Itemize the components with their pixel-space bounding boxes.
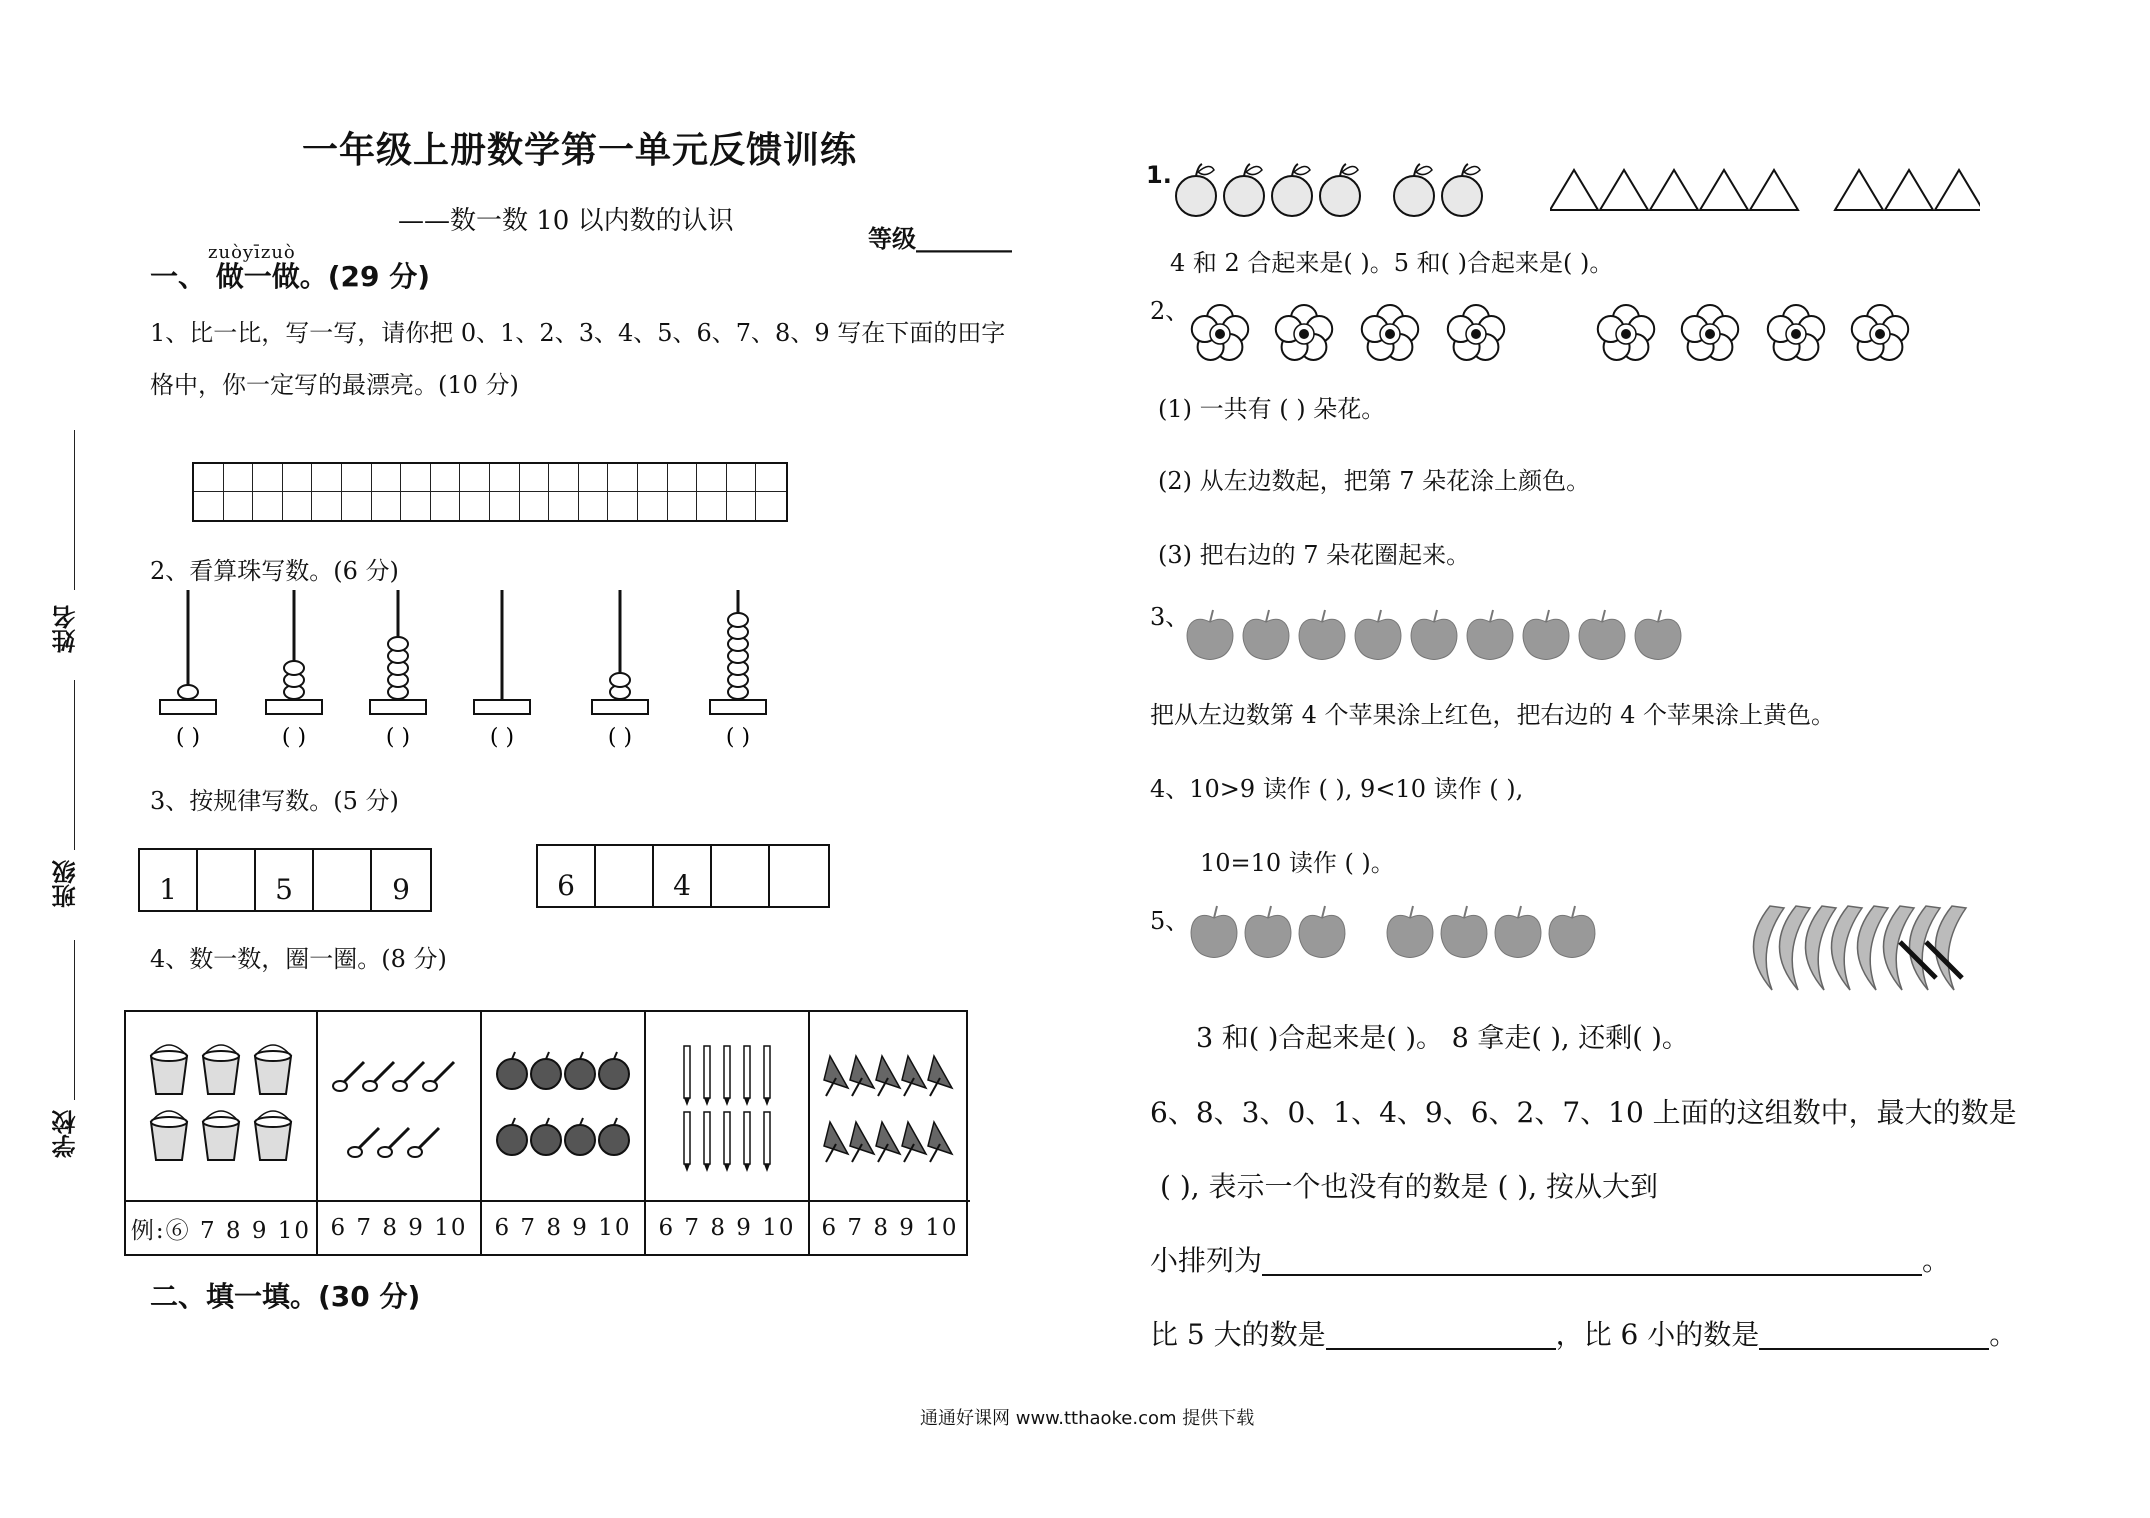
flower-icon	[1852, 305, 1908, 360]
count-choices[interactable]: 6 7 8 9 10	[482, 1200, 644, 1254]
grid-cell[interactable]	[224, 464, 254, 492]
greater-than-5-blank[interactable]	[1326, 1348, 1556, 1350]
r-q2-a: (1) 一共有 ( ) 朵花。	[1158, 395, 1386, 423]
abacus-answer-blank: ( )	[725, 725, 751, 750]
r-q5-number: 5、	[1150, 907, 1190, 935]
grid-cell[interactable]	[460, 464, 490, 492]
grid-cell[interactable]	[638, 492, 668, 520]
apple-icon	[1495, 906, 1541, 958]
grid-cell[interactable]	[342, 492, 372, 520]
grid-cell[interactable]	[194, 492, 224, 520]
triangle-shape	[1550, 170, 1598, 210]
apple-icon	[1441, 906, 1487, 958]
counting-column	[318, 1012, 482, 1254]
apple-icon	[1243, 610, 1289, 660]
name-label: 姓名	[52, 605, 80, 653]
apple-icon	[1299, 906, 1345, 958]
r-q6-line3: 小排列为 。	[1150, 1244, 1951, 1277]
counting-table	[124, 1010, 968, 1256]
pinyin-annotation: zuòyīzuò	[208, 242, 296, 263]
abacus-rod	[160, 590, 216, 750]
grid-cell[interactable]	[697, 492, 727, 520]
sequence-box: 6	[538, 846, 596, 906]
grid-cell[interactable]	[312, 492, 342, 520]
apple-icon	[482, 1012, 644, 1198]
triangle-shape	[1935, 170, 1980, 210]
grid-cell[interactable]	[668, 492, 698, 520]
grid-cell[interactable]	[520, 492, 550, 520]
r-q1-text: 4 和 2 合起来是( )。5 和( )合起来是( )。	[1170, 249, 1614, 277]
counting-column	[810, 1012, 970, 1254]
count-choices[interactable]: 例:⑥ 7 8 9 10	[126, 1200, 316, 1254]
writing-grid[interactable]	[192, 462, 788, 522]
apple-icon	[1224, 164, 1264, 216]
grid-cell[interactable]	[253, 492, 283, 520]
count-choices[interactable]: 6 7 8 9 10	[810, 1200, 970, 1254]
triangle-shape	[1885, 170, 1933, 210]
flower-icon	[1276, 305, 1332, 360]
flower-icon	[1362, 305, 1418, 360]
count-choices[interactable]: 6 7 8 9 10	[646, 1200, 808, 1254]
grid-cell[interactable]	[756, 464, 786, 492]
grid-cell[interactable]	[490, 464, 520, 492]
footer-credit: 通通好课网 www.tthaoke.com 提供下载	[920, 1408, 1255, 1429]
pencil-icon	[646, 1012, 808, 1198]
abacus-rod	[474, 590, 530, 750]
apple-icon	[1442, 164, 1482, 216]
sequence-box[interactable]	[198, 850, 256, 910]
r-q6-line2: ( ), 表示一个也没有的数是 ( ), 按从大到	[1160, 1170, 1658, 1203]
apple-icon	[1387, 906, 1433, 958]
sequence-box: 9	[392, 873, 410, 906]
apple-icon	[1187, 610, 1233, 660]
grid-cell[interactable]	[431, 464, 461, 492]
triangles-group	[1550, 166, 1980, 216]
apple-icon	[1320, 164, 1360, 216]
abacus-bead	[284, 661, 304, 675]
sequence-box[interactable]	[712, 846, 770, 906]
grid-cell[interactable]	[460, 492, 490, 520]
order-blank[interactable]	[1262, 1274, 1922, 1276]
grid-cell[interactable]	[608, 464, 638, 492]
abacus-answer-blank: ( )	[489, 725, 515, 750]
page-subtitle: ——数一数 10 以内数的认识	[398, 206, 734, 236]
r-q2-number: 2、	[1150, 297, 1190, 325]
triangle-shape	[1600, 170, 1648, 210]
q1-text-line1: 1、比一比，写一写，请你把 0、1、2、3、4、5、6、7、8、9 写在下面的田字	[150, 319, 1006, 347]
grid-cell[interactable]	[401, 464, 431, 492]
apple-icon	[1549, 906, 1595, 958]
bananas-group	[1740, 898, 2000, 998]
grid-cell[interactable]	[401, 492, 431, 520]
grid-cell[interactable]	[283, 464, 313, 492]
grid-cell[interactable]	[194, 464, 224, 492]
r-q7-line: 比 5 大的数是 ，比 6 小的数是 。	[1150, 1318, 2018, 1351]
count-choices[interactable]: 6 7 8 9 10	[318, 1200, 480, 1254]
bucket-icon	[126, 1012, 316, 1198]
counting-column	[126, 1012, 318, 1254]
q1-text-line2: 格中，你一定写的最漂亮。(10 分)	[150, 371, 519, 399]
grid-cell[interactable]	[727, 492, 757, 520]
grid-cell[interactable]	[520, 464, 550, 492]
abacus-bead	[610, 673, 630, 687]
apple-icon	[1635, 610, 1681, 660]
grid-cell[interactable]	[253, 464, 283, 492]
grid-cell[interactable]	[342, 464, 372, 492]
grid-cell[interactable]	[697, 464, 727, 492]
abacus-figure	[150, 588, 800, 758]
grid-cell[interactable]	[372, 492, 402, 520]
grid-cell[interactable]	[283, 492, 313, 520]
counting-column	[482, 1012, 646, 1254]
apple-icon	[1411, 610, 1457, 660]
apple-icon	[1272, 164, 1312, 216]
grid-cell[interactable]	[668, 464, 698, 492]
name-line	[74, 430, 75, 590]
q4-text: 4、数一数，圈一圈。(8 分)	[150, 945, 447, 973]
r-q2-b: (2) 从左边数起，把第 7 朵花涂上颜色。	[1158, 467, 1591, 495]
less-than-6-blank[interactable]	[1759, 1348, 1989, 1350]
apple-icon	[1245, 906, 1291, 958]
sequence-boxes-1[interactable]	[138, 848, 432, 912]
apples-group	[1174, 156, 1514, 222]
grid-cell[interactable]	[312, 464, 342, 492]
class-label: 班级	[52, 860, 80, 908]
abacus-bead	[178, 685, 198, 699]
grid-cell[interactable]	[224, 492, 254, 520]
grid-cell[interactable]	[372, 464, 402, 492]
q2-text: 2、看算珠写数。(6 分)	[150, 557, 399, 585]
grid-cell[interactable]	[608, 492, 638, 520]
class-line	[74, 680, 75, 850]
abacus-bead	[388, 637, 408, 651]
r-q5-text: 3 和( )合起来是( )。 8 拿走( ), 还剩( )。	[1196, 1023, 1689, 1054]
grid-cell[interactable]	[549, 492, 579, 520]
abacus-answer-blank: ( )	[607, 725, 633, 750]
page-title: 一年级上册数学第一单元反馈训练	[302, 130, 858, 171]
apple-icon	[1523, 610, 1569, 660]
r-q2-c: (3) 把右边的 7 朵花圈起来。	[1158, 541, 1471, 569]
abacus-bead	[728, 613, 748, 627]
sequence-boxes-2[interactable]	[536, 844, 830, 908]
grid-cell[interactable]	[431, 492, 461, 520]
r-q3-number: 3、	[1150, 603, 1190, 631]
apple-icon	[1191, 906, 1237, 958]
sequence-box: 5	[256, 850, 314, 910]
apple-icon	[1299, 610, 1345, 660]
grid-cell[interactable]	[727, 464, 757, 492]
grid-cell[interactable]	[490, 492, 520, 520]
grid-cell[interactable]	[756, 492, 786, 520]
section-2-heading: 二、填一填。(30 分)	[150, 1280, 421, 1313]
flowers-group	[1186, 298, 1916, 368]
apple-icon	[1467, 610, 1513, 660]
q3-text: 3、按规律写数。(5 分)	[150, 787, 399, 815]
abacus-rod	[710, 590, 766, 750]
sequence-box[interactable]	[314, 850, 372, 910]
triangle-shape	[1835, 170, 1883, 210]
triangle-shape	[1700, 170, 1748, 210]
r-q4-line2: 10=10 读作 ( )。	[1200, 849, 1395, 877]
brush-icon	[318, 1012, 480, 1198]
r-q3-text: 把从左边数第 4 个苹果涂上红色，把右边的 4 个苹果涂上黄色。	[1150, 701, 1836, 729]
grey-apples-row	[1186, 604, 1706, 664]
section-1-heading: 一、 做一做。(29 分)	[150, 260, 431, 293]
apple-icon	[1355, 610, 1401, 660]
flower-icon	[1768, 305, 1824, 360]
apples-sets	[1190, 900, 1640, 964]
flower-icon	[1598, 305, 1654, 360]
abacus-rod	[592, 590, 648, 750]
grid-cell[interactable]	[549, 464, 579, 492]
abacus-answer-blank: ( )	[175, 725, 201, 750]
sequence-box[interactable]	[770, 846, 828, 906]
sequence-box: 1	[140, 850, 198, 910]
counting-column	[646, 1012, 810, 1254]
r-q1-number: 1.	[1146, 161, 1172, 189]
triangle-shape	[1650, 170, 1698, 210]
abacus-answer-blank: ( )	[281, 725, 307, 750]
grid-cell[interactable]	[638, 464, 668, 492]
apple-icon	[1176, 164, 1216, 216]
abacus-rod	[266, 590, 322, 750]
sequence-box[interactable]	[596, 846, 654, 906]
apple-icon	[1579, 610, 1625, 660]
abacus-answer-blank: ( )	[385, 725, 411, 750]
apple-icon	[1394, 164, 1434, 216]
r-q4-line1: 4、10>9 读作 ( ), 9<10 读作 ( ),	[1150, 775, 1524, 803]
school-line	[74, 940, 75, 1100]
umbrella-icon	[810, 1012, 970, 1198]
flower-icon	[1192, 305, 1248, 360]
abacus-rod	[370, 590, 426, 750]
grid-cell[interactable]	[579, 464, 609, 492]
r-q6-line1: 6、8、3、0、1、4、9、6、2、7、10 上面的这组数中，最大的数是	[1150, 1096, 2017, 1129]
grid-cell[interactable]	[579, 492, 609, 520]
sequence-box: 4	[654, 846, 712, 906]
triangle-shape	[1750, 170, 1798, 210]
grade-field: 等级________	[868, 225, 1012, 253]
flower-icon	[1682, 305, 1738, 360]
flower-icon	[1448, 305, 1504, 360]
school-label: 学校	[52, 1110, 80, 1158]
